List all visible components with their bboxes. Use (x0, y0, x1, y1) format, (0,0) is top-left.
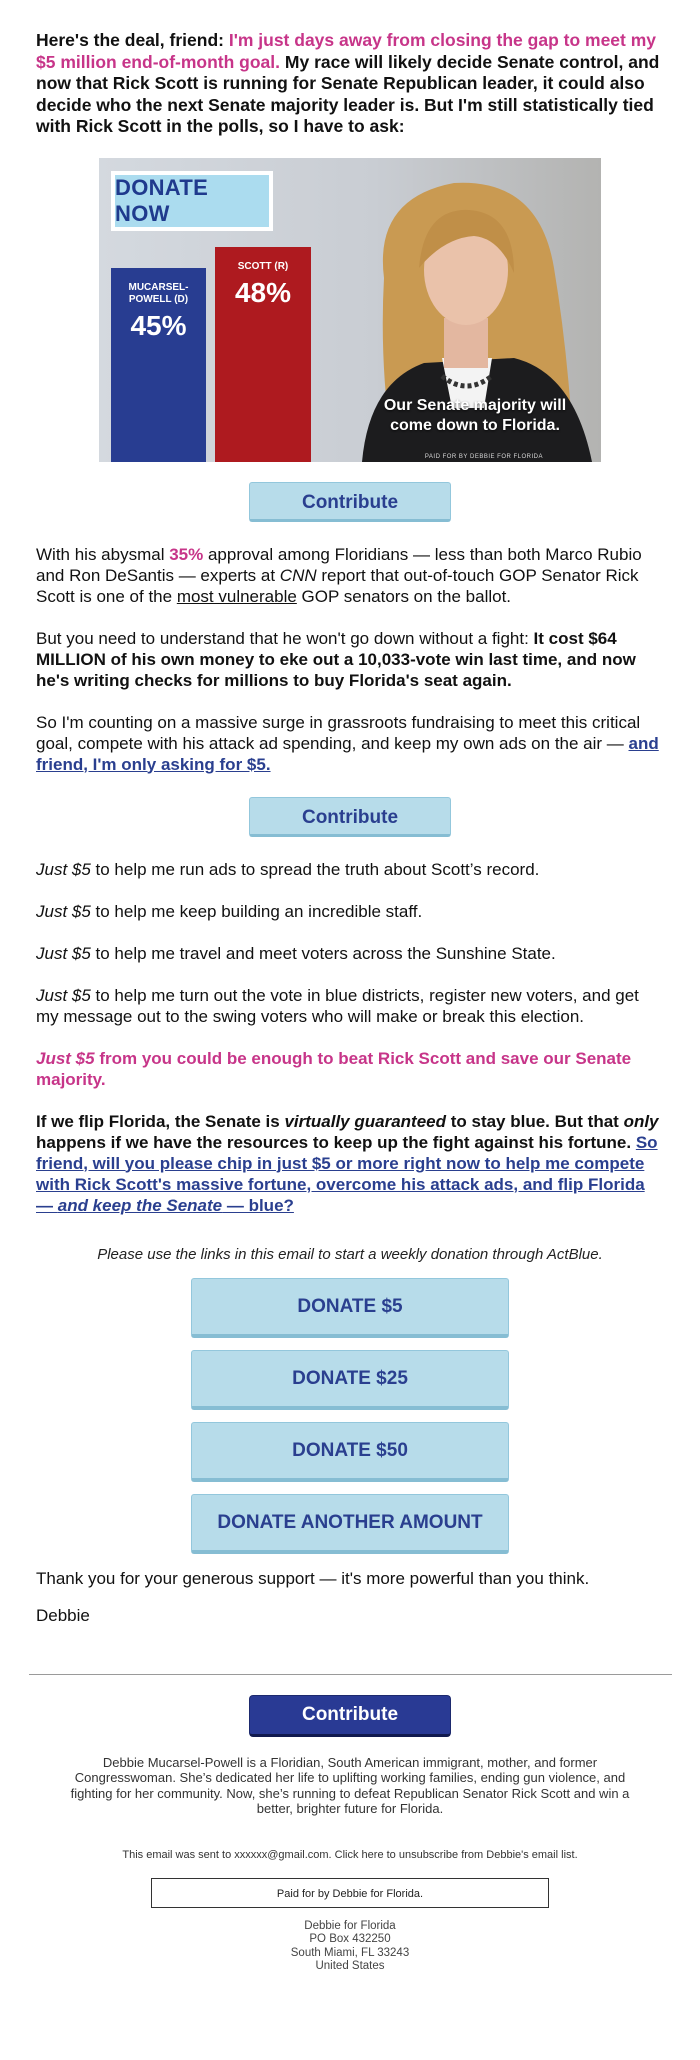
footer (0, 1695, 700, 1974)
paid-for-box: Paid for by Debbie for Florida. (151, 1878, 549, 1908)
grassroots-paragraph (36, 712, 664, 775)
just5-item-1 (36, 859, 664, 880)
address-line-1: Debbie for Florida (304, 1919, 396, 1932)
donate-now-badge (111, 171, 273, 231)
flip-text-b: to stay blue. But that (446, 1111, 624, 1131)
mailing-address (0, 1920, 700, 1974)
beat-scott-em: Just $5 (36, 1048, 95, 1068)
chip-in-link-em: and keep the Senate (57, 1195, 223, 1215)
donate-25-button[interactable]: DONATE $25 (191, 1350, 509, 1410)
just5-item-3 (36, 943, 664, 964)
footer-divider (29, 1674, 672, 1675)
poll-bar-democrat (111, 268, 206, 462)
just5-text: to help me travel and meet voters across the Sunshine State. (90, 943, 556, 963)
unsubscribe-notice[interactable]: This email was sent to xxxxxx@gmail.com. Click here to unsubscribe from Debbie's email list. (122, 1848, 578, 1861)
poll-bar-republican (215, 247, 311, 462)
chip-in-link-end: — blue? (222, 1195, 294, 1215)
intro-lead: Here's the deal, friend: (36, 30, 229, 50)
republican-name: SCOTT (R) (237, 260, 289, 272)
thanks-paragraph: Thank you for your generous support — it's more powerful than you think. (36, 1568, 590, 1588)
approval-text-c: report that out-of-touch GOP Senator Rick Scott is one of the (36, 565, 639, 606)
just5-label: Just $5 (36, 985, 91, 1005)
democrat-name-line1: MUCARSEL- (128, 281, 189, 293)
fortune-paragraph (36, 628, 664, 691)
poll-hero-image[interactable] (99, 158, 601, 462)
approval-text-d: GOP senators on the ballot. (296, 586, 512, 606)
flip-florida-paragraph (36, 1111, 664, 1216)
just5-label: Just $5 (36, 943, 91, 963)
just5-label: Just $5 (36, 901, 91, 921)
beat-scott-paragraph (36, 1048, 664, 1090)
just5-item-4 (36, 985, 664, 1027)
signature: Debbie (36, 1605, 90, 1625)
flip-text-c: happens if we have the resources to keep up the fight against his fortune. (36, 1132, 636, 1152)
approval-percent: 35% (169, 544, 204, 564)
contribute-button-1[interactable]: Contribute (249, 482, 451, 522)
flip-text-a: If we flip Florida, the Senate is (36, 1111, 285, 1131)
just5-text: to help me run ads to spread the truth about Scott’s record. (90, 859, 540, 879)
republican-percent: 48% (234, 276, 292, 308)
approval-paragraph (36, 544, 664, 607)
fortune-text: But you need to understand that he won't go down without a fight: (36, 628, 534, 648)
democrat-percent: 45% (130, 309, 187, 341)
just5-item-2 (36, 901, 664, 922)
flip-em-2: only (623, 1111, 659, 1131)
address-line-3: South Miami, FL 33243 (290, 1946, 410, 1959)
just5-label: Just $5 (36, 859, 91, 879)
donate-now-label: DONATE NOW (115, 174, 209, 226)
democrat-name (111, 282, 206, 306)
donate-other-button[interactable]: DONATE ANOTHER AMOUNT (191, 1494, 509, 1554)
candidate-bio: Debbie Mucarsel-Powell is a Floridian, South American immigrant, mother, and former Congresswoman. She’s dedicated her life to uplifting working families, ending gun violence, and fighting for her community. Now, she’s running to defeat Republican Senator Rick Scott and win a better, brighter future for Florida. (70, 1754, 630, 1816)
address-line-2: PO Box 432250 (309, 1933, 391, 1945)
address-line-4: United States (315, 1960, 385, 1972)
approval-text-a: With his abysmal (36, 544, 170, 564)
approval-text-b: approval among Floridians — less than both Marco Rubio and Ron DeSantis — experts at (36, 544, 642, 585)
intro-rest: My race will likely decide Senate control, and now that Rick Scott is running for Senate Republican leader, it could also decide who the next Senate majority leader is. But I'm still statistically tied with Rick Scott in the polls, so I have to ask: (36, 51, 660, 136)
hero-caption: Our Senate majority will come down to Florida. (383, 396, 567, 434)
cnn-mention: CNN (279, 565, 317, 585)
flip-em-1: virtually guaranteed (284, 1111, 446, 1131)
ask-five-link[interactable]: and friend, I'm only asking for $5. (36, 733, 659, 774)
chip-in-link-text: So friend, will you please chip in just $5 or more right now to help me compete with Rick Scott's massive fortune, overcome his attack ads, and flip Florida — (36, 1132, 658, 1215)
just5-text: to help me turn out the vote in blue districts, register new voters, and get my message out to the swing voters who will make or break this election. (36, 985, 639, 1026)
hero-paid-for: PAID FOR BY DEBBIE FOR FLORIDA (424, 453, 543, 460)
intro-goal-highlight: I'm just days away from closing the gap to meet my $5 million end-of-month goal. (36, 30, 657, 72)
grassroots-text: So I'm counting on a massive surge in grassroots fundraising to meet this critical goal, compete with his attack ad spending, and keep my own ads on the air — (36, 712, 641, 753)
donate-50-button[interactable]: DONATE $50 (191, 1422, 509, 1482)
intro-paragraph (36, 30, 664, 138)
democrat-name-line2: POWELL (D) (128, 293, 189, 305)
fortune-bold: It cost $64 MILLION of his own money to eke out a 10,033-vote win last time, and now he's writing checks for millions to buy Florida's seat again. (36, 628, 636, 690)
footer-contribute-button[interactable]: Contribute (249, 1695, 451, 1737)
most-vulnerable-text: most vulnerable (176, 586, 297, 606)
beat-scott-text: from you could be enough to beat Rick Scott and save our Senate majority. (36, 1048, 632, 1089)
donate-5-button[interactable]: DONATE $5 (191, 1278, 509, 1338)
contribute-button-2[interactable]: Contribute (249, 797, 451, 837)
just5-text: to help me keep building an incredible staff. (90, 901, 423, 921)
weekly-donation-note: Please use the links in this email to start a weekly donation through ActBlue. (97, 1245, 603, 1263)
